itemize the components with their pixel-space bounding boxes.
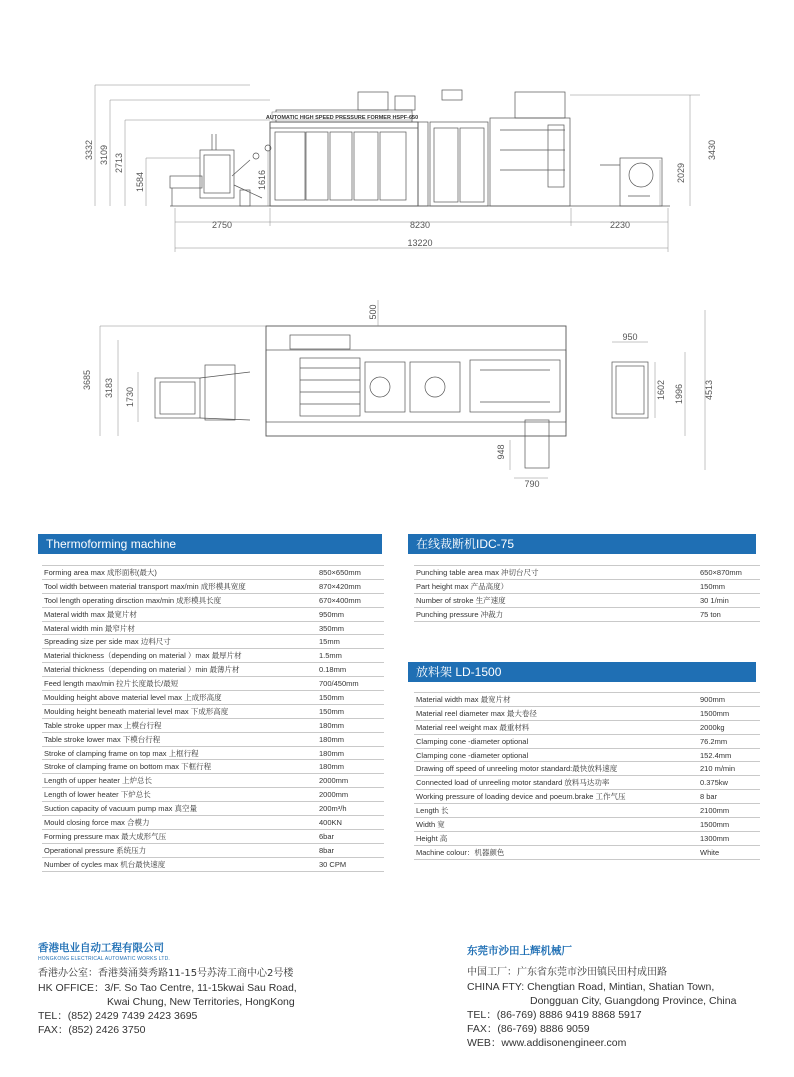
spec-row bbox=[414, 579, 760, 593]
spec-row bbox=[42, 566, 384, 580]
spec-label: Moulding height beneath material level max 下成形高度 bbox=[42, 704, 317, 718]
top-top-dim: 500 bbox=[368, 304, 378, 320]
hk-office-en-1: HK OFFICE：3/F. So Tao Centre, 11-15kwai Sau Road, bbox=[38, 982, 297, 994]
spec-value: 700/450mm bbox=[317, 677, 384, 691]
side-height-dim-5: 1616 bbox=[257, 169, 267, 191]
machine-label: AUTOMATIC HIGH SPEED PRESSURE FORMER HSPF-650 bbox=[265, 115, 419, 121]
spec-row bbox=[42, 593, 384, 607]
spec-row bbox=[42, 663, 384, 677]
spec-label: Stroke of clamping frame on bottom max 下框行程 bbox=[42, 760, 317, 774]
spec-label: Height 高 bbox=[414, 831, 698, 845]
spec-label: Moulding height above material level max 上成形高度 bbox=[42, 691, 317, 705]
hk-company-name-en: HONGKONG ELECTRICAL AUTOMATIC WORKS LTD. bbox=[38, 956, 170, 962]
top-left-dim-3: 1730 bbox=[125, 386, 135, 408]
side-right-dim-1: 2029 bbox=[676, 162, 686, 184]
spec-label: Suction capacity of vacuum pump max 真空量 bbox=[42, 802, 317, 816]
spec-label: Machine colour：机器颜色 bbox=[414, 845, 698, 859]
spec-label: Materal width max 最宽片材 bbox=[42, 607, 317, 621]
spec-row bbox=[414, 734, 760, 748]
top-right-dim-2: 1602 bbox=[656, 379, 666, 401]
spec-value: 210 m/min bbox=[698, 762, 760, 776]
spec-value: 1300mm bbox=[698, 831, 760, 845]
spec-row bbox=[414, 790, 760, 804]
spec-label: Connected load of unreeling motor standard 放料马达功率 bbox=[414, 776, 698, 790]
spec-label: Operational pressure 系统压力 bbox=[42, 843, 317, 857]
spec-value: 2000kg bbox=[698, 720, 760, 734]
spec-label: Number of cycles max 机台最快速度 bbox=[42, 857, 317, 871]
thermoforming-spec-table bbox=[42, 565, 384, 872]
cn-factory-en-1: CHINA FTY: Chengtian Road, Mintian, Shatian Town, bbox=[467, 981, 715, 993]
top-bottom-dim-2: 790 bbox=[524, 479, 540, 489]
spec-row bbox=[414, 845, 760, 859]
spec-value: 200m³/h bbox=[317, 802, 384, 816]
spec-value: 30 CPM bbox=[317, 857, 384, 871]
spec-row bbox=[42, 802, 384, 816]
spec-row bbox=[42, 843, 384, 857]
spec-label: Material reel weight max 最重材料 bbox=[414, 720, 698, 734]
spec-value: 1500mm bbox=[698, 818, 760, 832]
side-view-drawing bbox=[170, 90, 670, 206]
spec-label: Materal width min 最窄片材 bbox=[42, 621, 317, 635]
hk-company-block bbox=[38, 940, 297, 1037]
spec-value: 150mm bbox=[317, 691, 384, 705]
spec-value: 1500mm bbox=[698, 706, 760, 720]
cn-tel: TEL：(86-769) 8886 9419 8868 5917 bbox=[467, 1009, 642, 1021]
spec-value: 2100mm bbox=[698, 804, 760, 818]
spec-row bbox=[414, 762, 760, 776]
spec-row bbox=[42, 691, 384, 705]
spec-label: Spreading size per side max 边料尺寸 bbox=[42, 635, 317, 649]
spec-row bbox=[414, 818, 760, 832]
spec-value: 8bar bbox=[317, 843, 384, 857]
hk-tel: TEL：(852) 2429 7439 2423 3695 bbox=[38, 1010, 198, 1022]
spec-value: 850×650mm bbox=[317, 566, 384, 580]
spec-label: Material reel diameter max 最大卷径 bbox=[414, 706, 698, 720]
spec-row bbox=[414, 720, 760, 734]
spec-value: 670×400mm bbox=[317, 593, 384, 607]
spec-row bbox=[42, 621, 384, 635]
side-length-dim-3: 2230 bbox=[609, 220, 631, 230]
unwinder-header: 放料架 LD-1500 bbox=[408, 662, 756, 682]
spec-row bbox=[414, 607, 760, 621]
top-right-dim-1: 950 bbox=[622, 332, 638, 342]
spec-label: Mould closing force max 合模力 bbox=[42, 816, 317, 830]
spec-value: 0.18mm bbox=[317, 663, 384, 677]
cn-company-name: 东莞市沙田上辉机械厂 bbox=[467, 945, 572, 957]
spec-row bbox=[414, 776, 760, 790]
side-length-dim-2: 8230 bbox=[409, 220, 431, 230]
spec-value: 180mm bbox=[317, 746, 384, 760]
spec-row bbox=[42, 857, 384, 871]
spec-row bbox=[414, 593, 760, 607]
spec-row bbox=[414, 804, 760, 818]
spec-row bbox=[42, 774, 384, 788]
top-left-dim-1: 3685 bbox=[82, 369, 92, 391]
spec-value: 15mm bbox=[317, 635, 384, 649]
spec-row bbox=[42, 579, 384, 593]
spec-label: Width 宽 bbox=[414, 818, 698, 832]
spec-row bbox=[414, 748, 760, 762]
spec-value: 6bar bbox=[317, 829, 384, 843]
spec-row bbox=[42, 788, 384, 802]
spec-value: 8 bar bbox=[698, 790, 760, 804]
spec-label: Clamping cone -diameter optional bbox=[414, 734, 698, 748]
spec-label: Drawing off speed of unreeling motor standard:最快放料速度 bbox=[414, 762, 698, 776]
hk-company-name-cn: 香港电业自动工程有限公司 bbox=[38, 942, 164, 954]
side-length-dim-1: 2750 bbox=[211, 220, 233, 230]
spec-label: Feed length max/min 拉片长度最长/最短 bbox=[42, 677, 317, 691]
side-height-dim-1: 3332 bbox=[84, 139, 94, 161]
side-right-dim-2: 3430 bbox=[707, 139, 717, 161]
unwinder-spec-table bbox=[414, 692, 760, 860]
spec-row bbox=[42, 704, 384, 718]
top-right-dim-3: 1996 bbox=[674, 383, 684, 405]
spec-label: Material thickness（depending on material ）max 最厚片材 bbox=[42, 649, 317, 663]
spec-value: 650×870mm bbox=[698, 566, 760, 580]
spec-value: 350mm bbox=[317, 621, 384, 635]
spec-label: Part height max 产品高度） bbox=[414, 579, 698, 593]
spec-label: Clamping cone -diameter optional bbox=[414, 748, 698, 762]
spec-label: Working pressure of loading device and poeum.brake 工作气压 bbox=[414, 790, 698, 804]
cn-factory-cn: 中国工厂：广东省东莞市沙田镇民田村成田路 bbox=[467, 967, 667, 978]
spec-row bbox=[42, 607, 384, 621]
side-height-dim-2: 3109 bbox=[99, 144, 109, 166]
spec-value: 152.4mm bbox=[698, 748, 760, 762]
spec-label: Length 长 bbox=[414, 804, 698, 818]
technical-drawings bbox=[0, 0, 794, 500]
spec-value: 180mm bbox=[317, 760, 384, 774]
spec-value: 870×420mm bbox=[317, 579, 384, 593]
spec-row bbox=[414, 566, 760, 580]
side-height-dim-4: 1584 bbox=[135, 171, 145, 193]
spec-row bbox=[42, 677, 384, 691]
spec-label: Tool width between material transport max/min 成形模具宽度 bbox=[42, 579, 317, 593]
spec-label: Length of upper heater 上炉总长 bbox=[42, 774, 317, 788]
spec-value: 2000mm bbox=[317, 788, 384, 802]
spec-label: Table stroke upper max 上模台行程 bbox=[42, 718, 317, 732]
hk-fax: FAX：(852) 2426 3750 bbox=[38, 1024, 146, 1036]
spec-value: 950mm bbox=[317, 607, 384, 621]
spec-label: Number of stroke 生产速度 bbox=[414, 593, 698, 607]
spec-label: Material width max 最宽片材 bbox=[414, 693, 698, 707]
spec-label: Forming area max 成形面积(最大) bbox=[42, 566, 317, 580]
hk-office-en-2: Kwai Chung, New Territories, HongKong bbox=[107, 996, 295, 1008]
cn-factory-en-2: Dongguan City, Guangdong Province, China bbox=[530, 995, 737, 1007]
spec-label: Punching table area max 冲切台尺寸 bbox=[414, 566, 698, 580]
hk-office-cn: 香港办公室：香港葵涌葵秀路11-15号苏涛工商中心2号楼 bbox=[38, 968, 294, 979]
spec-value: 180mm bbox=[317, 732, 384, 746]
spec-row bbox=[414, 831, 760, 845]
spec-row bbox=[42, 718, 384, 732]
top-right-dim-4: 4513 bbox=[704, 379, 714, 401]
spec-label: Length of lower heater 下炉总长 bbox=[42, 788, 317, 802]
spec-row bbox=[42, 732, 384, 746]
top-bottom-dim-1: 948 bbox=[496, 444, 506, 460]
spec-row bbox=[42, 816, 384, 830]
spec-value: 900mm bbox=[698, 693, 760, 707]
cutting-spec-table bbox=[414, 565, 760, 622]
spec-label: Punching pressure 冲裁力 bbox=[414, 607, 698, 621]
spec-label: Table stroke lower max 下模台行程 bbox=[42, 732, 317, 746]
spec-label: Tool length operating dirsction max/min 成形模具长度 bbox=[42, 593, 317, 607]
spec-row bbox=[414, 693, 760, 707]
side-total-length: 13220 bbox=[407, 238, 433, 248]
cn-fax: FAX：(86-769) 8886 9059 bbox=[467, 1023, 590, 1035]
spec-value: 0.375kw bbox=[698, 776, 760, 790]
cn-web[interactable]: WEB：www.addisonengineer.com bbox=[467, 1037, 627, 1049]
spec-value: 180mm bbox=[317, 718, 384, 732]
spec-value: 76.2mm bbox=[698, 734, 760, 748]
spec-value: 1.5mm bbox=[317, 649, 384, 663]
spec-row bbox=[414, 706, 760, 720]
thermoforming-header: Thermoforming machine bbox=[38, 534, 382, 554]
spec-row bbox=[42, 829, 384, 843]
spec-value: 400KN bbox=[317, 816, 384, 830]
spec-row bbox=[42, 635, 384, 649]
top-view-drawing bbox=[155, 326, 648, 468]
spec-value: White bbox=[698, 845, 760, 859]
spec-label: Forming pressure max 最大成形气压 bbox=[42, 829, 317, 843]
cutting-header: 在线裁断机IDC-75 bbox=[408, 534, 756, 554]
top-left-dim-2: 3183 bbox=[104, 377, 114, 399]
side-height-dim-3: 2713 bbox=[114, 152, 124, 174]
spec-value: 2000mm bbox=[317, 774, 384, 788]
spec-row bbox=[42, 746, 384, 760]
spec-row bbox=[42, 760, 384, 774]
spec-label: Stroke of clamping frame on top max 上框行程 bbox=[42, 746, 317, 760]
cn-company-block bbox=[467, 943, 736, 1050]
spec-value: 150mm bbox=[698, 579, 760, 593]
spec-value: 30 1/min bbox=[698, 593, 760, 607]
spec-label: Material thickness（depending on material ）min 最薄片材 bbox=[42, 663, 317, 677]
spec-value: 75 ton bbox=[698, 607, 760, 621]
spec-value: 150mm bbox=[317, 704, 384, 718]
spec-row bbox=[42, 649, 384, 663]
